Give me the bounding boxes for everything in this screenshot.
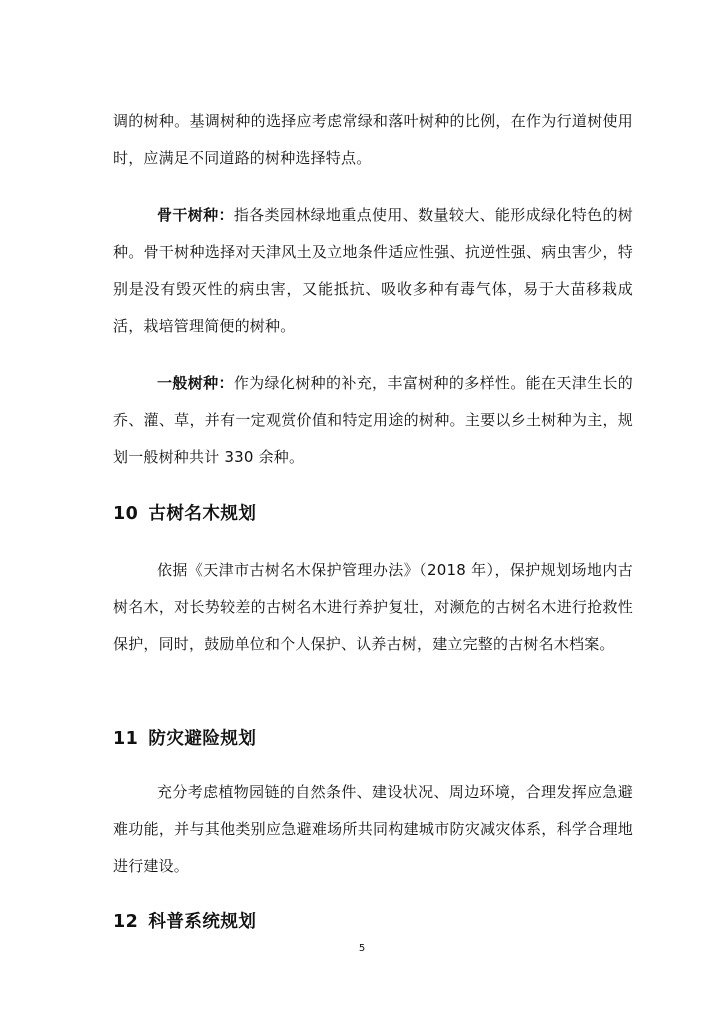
paragraph-disaster-prevention: 充分考虑植物园链的自然条件、建设状况、周边环境，合理发挥应急避难功能，并与其他类别应急避难场所共同构建城市防灾减灾体系，科学合理地进行建设。	[113, 783, 633, 875]
page-number: 5	[358, 943, 366, 954]
heading-title: 防灾避险规划	[148, 729, 257, 749]
heading-science-education	[113, 907, 256, 937]
paragraph-base-tree-species: 调的树种。基调树种的选择应考虑常绿和落叶树种的比例，在作为行道树使用时，应满足不同道路的树种选择特点。	[113, 112, 633, 167]
heading-number: 11	[113, 729, 139, 749]
term-backbone-tree-species: 骨干树种：	[157, 206, 234, 224]
text-general-tree-species: 作为绿化树种的补充，丰富树种的多样性。能在天津生长的乔、灌、草，并有一定观赏价值和特定用途的树种。主要以乡土树种为主，规划一般树种共计 330 余种。	[113, 374, 633, 466]
paragraph-backbone-tree-species	[113, 197, 633, 345]
heading-number: 10	[113, 504, 139, 524]
heading-ancient-trees	[113, 499, 256, 529]
heading-disaster-prevention	[113, 724, 256, 754]
paragraph-general-tree-species	[113, 365, 633, 476]
term-general-tree-species: 一般树种：	[157, 374, 234, 392]
paragraph-ancient-trees: 依据《天津市古树名木保护管理办法》（2018 年），保护规划场地内古树名木，对长势较差的古树名木进行养护复壮，对濒危的古树名木进行抢救性保护，同时，鼓励单位和个人保护、认养古树，建立完整的古树名木档案。	[113, 561, 633, 653]
text-backbone-tree-species: 指各类园林绿地重点使用、数量较大、能形成绿化特色的树种。骨干树种选择对天津风土及立地条件适应性强、抗逆性强、病虫害少，特别是没有毁灭性的病虫害，又能抵抗、吸收多种有毒气体，易于大苗移栽成活，栽培管理简便的树种。	[113, 206, 633, 335]
heading-number: 12	[113, 912, 139, 932]
heading-title: 科普系统规划	[148, 912, 257, 932]
heading-title: 古树名木规划	[148, 504, 257, 524]
